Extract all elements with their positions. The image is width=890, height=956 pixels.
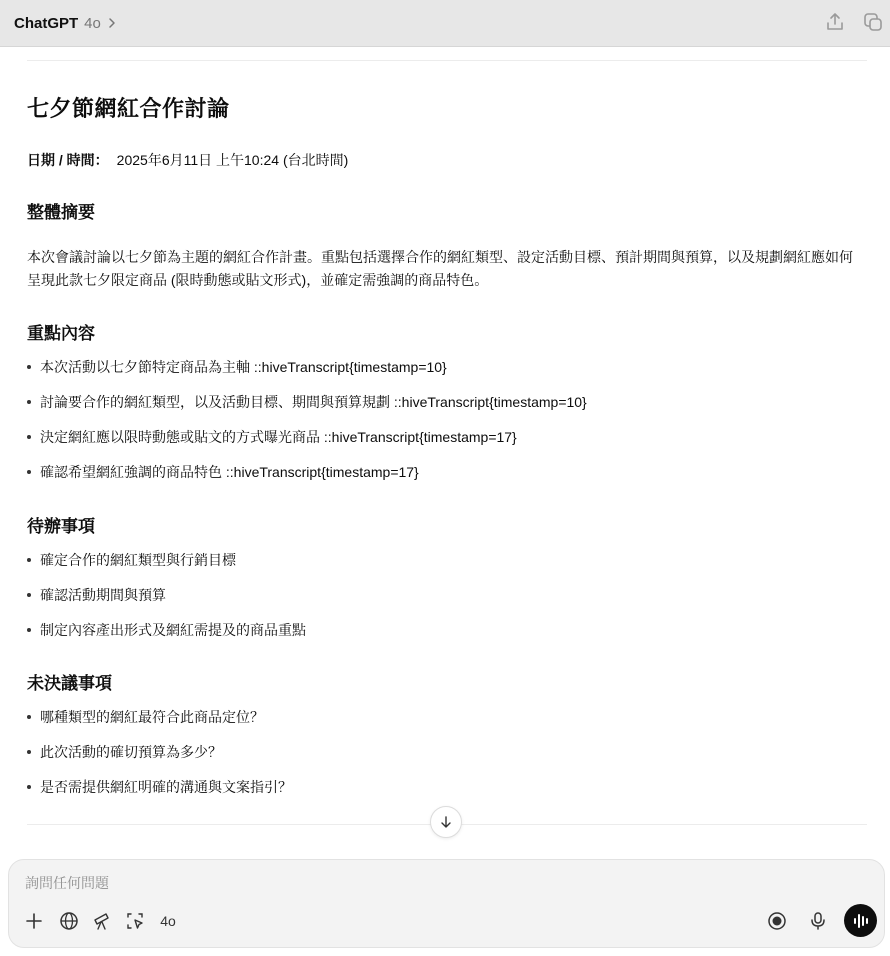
record-icon[interactable]	[766, 910, 788, 932]
share-icon[interactable]	[824, 11, 846, 33]
todo-text: 制定內容產出形式及網紅需提及的商品重點	[40, 622, 306, 638]
key-point-text: 討論要合作的網紅類型，以及活動目標、期間與預算規劃 ::hiveTranscript{timestamp=10}	[40, 394, 587, 410]
model-tool-label: 4o	[160, 913, 176, 929]
bullet-dot	[27, 470, 31, 474]
list-item	[27, 463, 419, 481]
telescope-icon[interactable]	[91, 910, 113, 932]
bullet-dot	[27, 750, 31, 754]
prompt-input[interactable]	[25, 872, 625, 894]
globe-icon[interactable]	[58, 910, 80, 932]
key-point-text: 確認希望網紅強調的商品特色 ::hiveTranscript{timestamp=17}	[40, 464, 419, 480]
screen-select-icon[interactable]	[124, 910, 146, 932]
open-issue-text: 哪種類型的網紅最符合此商品定位？	[40, 709, 264, 725]
model-tool-button[interactable]	[158, 910, 178, 932]
list-item	[27, 778, 292, 796]
open-issue-text: 此次活動的確切預算為多少？	[40, 744, 222, 760]
chevron-right-icon	[107, 17, 117, 29]
list-item	[27, 358, 447, 376]
bullet-dot	[27, 558, 31, 562]
top-divider	[27, 60, 867, 61]
composer	[8, 859, 885, 948]
bullet-dot	[27, 400, 31, 404]
list-item	[27, 393, 587, 411]
summary-heading: 整體摘要	[27, 203, 95, 222]
bullet-dot	[27, 435, 31, 439]
bullet-dot	[27, 628, 31, 632]
meta-value: 2025年6月11日 上午10:24 (台北時間)	[116, 152, 349, 168]
arrow-down-icon	[439, 815, 453, 829]
plus-icon[interactable]	[23, 910, 45, 932]
key-points-heading: 重點內容	[27, 324, 95, 343]
bullet-dot	[27, 785, 31, 789]
open-issue-text: 是否需提供網紅明確的溝通與文案指引？	[40, 779, 292, 795]
list-item	[27, 708, 264, 726]
app-name: ChatGPT	[14, 14, 79, 32]
todo-text: 確定合作的網紅類型與行銷目標	[40, 552, 236, 568]
list-item	[27, 586, 166, 604]
summary-text: 本次會議討論以七夕節為主題的網紅合作計畫。重點包括選擇合作的網紅類型、設定活動目標、預計期間與預算，以及規劃網紅應如何呈現此款七夕限定商品 (限時動態或貼文形式)，並確定需強調的商品特色。	[27, 249, 853, 288]
list-item	[27, 743, 222, 761]
sound-wave-icon	[851, 911, 871, 931]
key-point-text: 決定網紅應以限時動態或貼文的方式曝光商品 ::hiveTranscript{timestamp=17}	[40, 429, 517, 445]
todos-heading: 待辦事項	[27, 517, 95, 536]
key-point-text: 本次活動以七夕節特定商品為主軸 ::hiveTranscript{timestamp=10}	[40, 359, 447, 375]
document-title: 七夕節網紅合作討論	[27, 96, 230, 121]
model-switcher[interactable]	[14, 12, 117, 34]
todo-text: 確認活動期間與預算	[40, 587, 166, 603]
scroll-to-bottom-button[interactable]	[430, 806, 462, 838]
bullet-dot	[27, 365, 31, 369]
meta-label: 日期 / 時間：	[27, 152, 109, 168]
copy-window-icon[interactable]	[862, 11, 884, 33]
model-name: 4o	[84, 14, 101, 32]
voice-mode-button[interactable]	[844, 904, 877, 937]
microphone-icon[interactable]	[807, 910, 829, 932]
list-item	[27, 428, 517, 446]
bullet-dot	[27, 593, 31, 597]
list-item	[27, 551, 236, 569]
meta-line	[27, 150, 348, 170]
bullet-dot	[27, 715, 31, 719]
list-item	[27, 621, 306, 639]
title-bar	[0, 0, 890, 47]
open-issues-heading: 未決議事項	[27, 674, 112, 693]
